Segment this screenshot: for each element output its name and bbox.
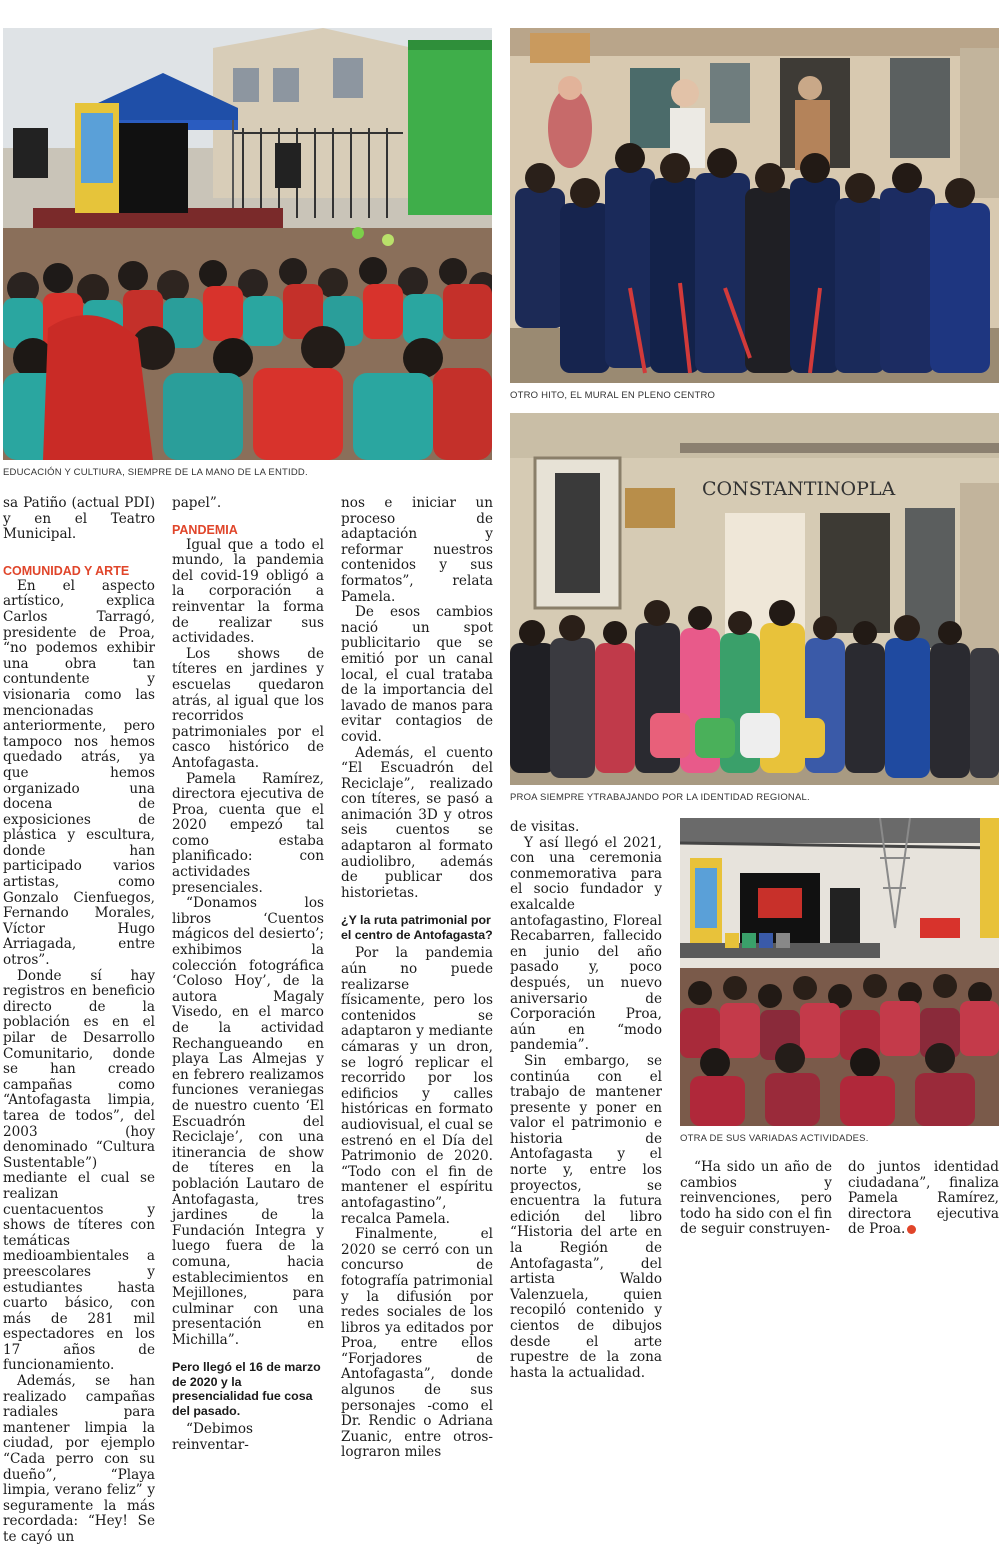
article-column-1 [3, 496, 155, 1546]
paragraph: Finalmente, el 2020 se cerró con un concurso de fotografía patrimonial y la difusión por redes sociales de los libros ya editados por Proa, entre ellos “Forjadores de Antofagasta”, donde algunos de sus personajes -como el Dr. Rendic o Adriana Zuanic, entre otros- lograron miles [341, 1226, 493, 1461]
article-column-6 [848, 1160, 999, 1238]
paragraph: sa Patiño (actual PDI) y en el Teatro Municipal. [3, 495, 155, 543]
paragraph: Igual que a todo el mundo, la pandemia del covid-19 obligó a la corporación a reinventar la forma de realizar sus actividades. [172, 536, 324, 647]
paragraph: Pamela Ramírez, directora ejecutiva de Proa, cuenta que el 2020 empezó tal como estaba planificado: con actividades presenciales. [172, 770, 324, 896]
paragraph: Además, se han realizado campañas radiales para mantener limpia la ciudad, por ejemplo “Cada perro con su dueño”, “Playa limpia, verano feliz” y seguramente la más recordada: “Hey! Se te cayó un [3, 1373, 155, 1545]
article-column-5 [680, 1160, 832, 1238]
paragraph: Sin embargo, se continúa con el trabajo de mantener presente y poner en valor el patrimonio e historia de Antofagasta y el norte y, entre los proyectos, se encuentra la futura edición del libro “Historia del arte en la Región de Antofagasta”, del artista Waldo Valenzuela, quien recopiló contenido y cientos de dibujos desde el arte rupestre de la zona hasta la actualidad. [510, 1052, 662, 1381]
mural-sign: CONSTANTINOPLA [702, 478, 896, 500]
photo-caption: OTRA DE SUS VARIADAS ACTIVIDADES. [680, 1133, 869, 1144]
closing-paragraph [848, 1160, 999, 1238]
photo-constantinopla-mural [510, 413, 999, 785]
article-column-3 [341, 496, 493, 1461]
paragraph: nos e iniciar un proceso de adaptación y reformar nuestros contenidos y sus formatos”, relata Pamela. [341, 495, 493, 605]
paragraph: Y así llegó el 2021, con una ceremonia conmemorativa para el socio fundador y exalcalde antofagastino, Floreal Recabarren, fallecido en junio del año pasado y, poco después, un nuevo aniversario de Corporación Proa, aún en “modo pandemia”. [510, 834, 662, 1054]
photo-caption: PROA SIEMPRE YTRABAJANDO POR LA IDENTIDAD REGIONAL. [510, 792, 810, 803]
paragraph: “Debimos reinventar- [172, 1421, 253, 1454]
end-of-article-icon [907, 1225, 916, 1234]
section-heading: COMUNIDAD Y ARTE [3, 563, 130, 578]
subheading: ¿Y la ruta patrimonial por el centro de Antofagasta? [341, 913, 493, 942]
photo-caption: OTRO HITO, EL MURAL EN PLENO CENTRO [510, 390, 716, 401]
paragraph: En el aspecto artístico, explica Carlos Tarragó, presidente de Proa, “no podemos exhibir una obra tan contundente y visionaria como las mencionadas anteriormente, pero tampoco nos hemos quedado atrás, ya que hemos organizado una docena de exposiciones de plástica y escultura, donde han participado varios artistas, como Gonzalo Cienfuegos, Fernando Morales, Víctor Hugo Arriagada, entre otros”. [3, 577, 155, 969]
paragraph: De esos cambios nació un spot publicitario que se emitió por un canal local, el cual trataba de la importancia del lavado de manos para evitar contagios de covid. [341, 604, 493, 745]
paragraph: papel”. [172, 495, 222, 511]
photo-caption: EDUCACIÓN Y CULTIURA, SIEMPRE DE LA MANO DE LA ENTIDD. [3, 467, 308, 478]
photo-puppet-show-outdoor [3, 28, 492, 460]
paragraph: “Donamos los libros ‘Cuentos mágicos del desierto’; exhibimos la colección fotográfica ‘Coloso Hoy’, de la autora Magaly Visedo, en el marco de la actividad Rechangueando en playa Las Almejas y en febrero realizamos funciones veraniegas de nuestro cuento ‘El Escuadrón del Reciclaje’, con una itinerancia de show de títeres en la población Lautaro de Antofagasta, tres jardines de la Fundación Integra y luego fuera de la comuna, hacia establecimientos en Mejillones, para culminar con una presentación en Michilla”. [172, 895, 324, 1348]
paragraph: Además, el cuento “El Escuadrón del Reciclaje”, realizado con títeres, se pasó a animación 3D y otros seis cuentos se adaptaron al formato audiolibro, además de publicar dos historietas. [341, 744, 493, 901]
paragraph: Los shows de títeres en jardines y escuelas quedaron atrás, al igual que los recorridos patrimoniales por el casco histórico de Antofagasta. [172, 645, 324, 771]
subheading: Pero llegó el 16 de marzo de 2020 y la presencialidad fue cosa del pasado. [172, 1360, 321, 1418]
photo-mural-group [510, 28, 999, 383]
paragraph: Donde sí hay registros en beneficio directo de la población es en el pilar de Desarrollo Comunitario, donde se han creado campañas como “Antofagasta limpia, tarea de todos”, del 2003 (hoy denominado “Cultura Sustentable”) mediante el cual se realizan cuentacuentos y shows de títeres con temáticas medioambientales a preescolares y estudiantes hasta cuarto básico, con más de 281 mil espectadores en los 17 años de funcionamiento. [3, 967, 155, 1374]
paragraph: Por la pandemia aún no puede realizarse físicamente, pero los contenidos se adaptaron y mediante cámaras y un dron, se logró replicar el recorrido por los edificios y calles históricas en formato audiovisual, el cual se estrenó en el Día del Patrimonio de 2020. “Todo con el fin de mantener el espíritu antofagastino”, recalca Pamela. [341, 945, 493, 1227]
section-heading: PANDEMIA [172, 522, 238, 537]
paragraph-text: do juntos identidad ciudadana”, finaliza Pamela Ramírez, directora ejecutiva de Proa. [848, 1159, 999, 1238]
paragraph: “Ha sido un año de cambios y reinvenciones, pero todo ha sido con el fin de seguir construyen- [680, 1159, 832, 1238]
paragraph: de visitas. [510, 819, 580, 835]
article-column-2 [172, 496, 324, 1454]
article-column-4 [510, 820, 662, 1381]
photo-puppet-show-audience [680, 818, 999, 1126]
